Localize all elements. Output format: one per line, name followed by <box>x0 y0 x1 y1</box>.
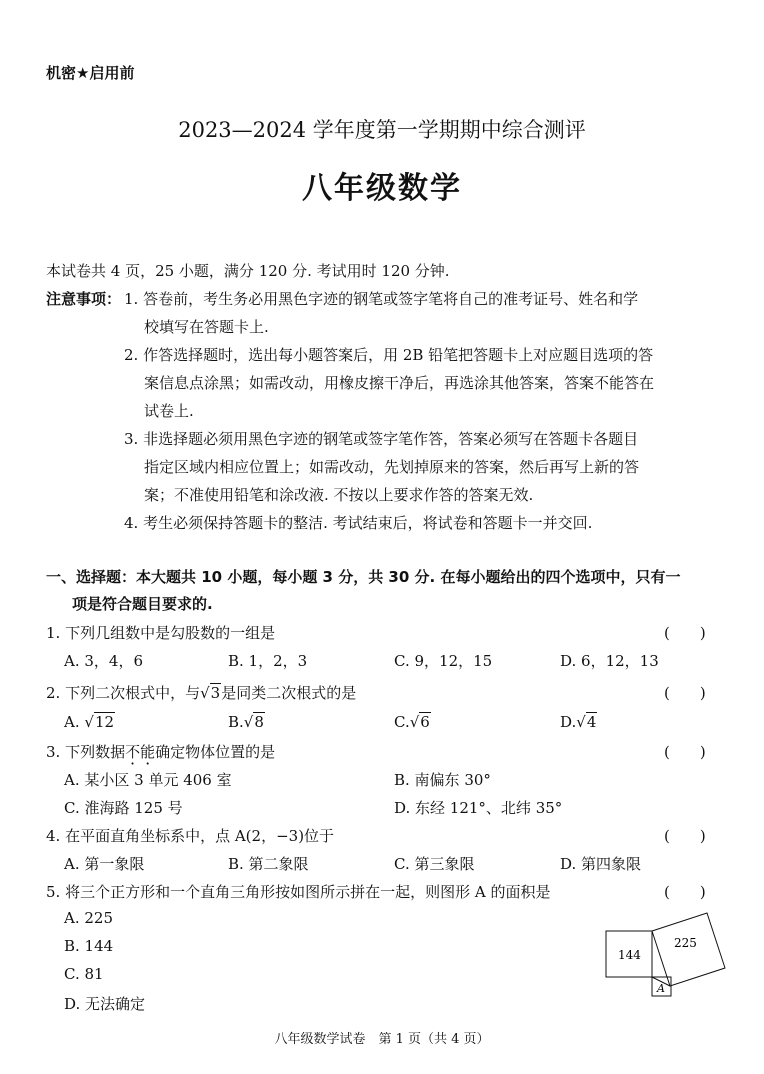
notice-label: 注意事项： <box>46 290 122 308</box>
section-1-heading-cont: 项是符合题目要求的. <box>72 595 213 613</box>
q2-option-b <box>228 713 265 731</box>
q3-stem-post: 确定物体位置的是 <box>155 743 276 761</box>
label-144: 144 <box>618 948 641 962</box>
radical-icon: √ <box>243 713 254 731</box>
radical-icon: √ <box>576 713 586 731</box>
intro-text: 本试卷共 4 页，25 小题，满分 120 分. 考试用时 120 分钟. <box>46 262 450 280</box>
q2-option-b-label: B. <box>228 713 244 731</box>
q5-option-d: D. 无法确定 <box>64 995 146 1013</box>
q2-option-d-radical <box>576 713 597 731</box>
q2-option-d <box>560 713 597 731</box>
q2-stem-post: 是同类二次根式的是 <box>221 684 357 702</box>
q5-stem: 5. 将三个正方形和一个直角三角形按如图所示拼在一起，则图形 A 的面积是 <box>46 883 551 901</box>
q5-option-b: B. 144 <box>64 937 114 955</box>
q4-option-d: D. 第四象限 <box>560 855 642 873</box>
q3-emphasis-1: 不 <box>125 743 141 761</box>
notice-item-2-line-2: 案信息点涂黑；如需改动，用橡皮擦干净后，再选涂其他答案，答案不能答在 <box>144 374 655 392</box>
subject-title: 八年级数学 <box>302 171 462 206</box>
q3-option-d: D. 东经 121°、北纬 35° <box>394 799 563 817</box>
notice-item-1-line-1: 1. 答卷前，考生务必用黑色字迹的钢笔或签字笔将自己的准考证号、姓名和学 <box>124 290 639 308</box>
q1-option-a: A. 3，4，6 <box>64 652 143 670</box>
notice-item-1-line-2: 校填写在答题卡上. <box>144 318 269 336</box>
q2-stem <box>46 682 356 703</box>
q4-option-a: A. 第一象限 <box>64 855 145 873</box>
q4-answer-paren: ( ) <box>664 827 706 845</box>
q2-stem-radical <box>200 684 221 702</box>
q2-option-d-radicand: 4 <box>586 713 597 731</box>
notice-item-3-line-1: 3. 非选择题必须用黑色字迹的钢笔或签字笔作答，答案必须写在答题卡各题目 <box>124 430 639 448</box>
q1-stem: 1. 下列几组数中是勾股数的一组是 <box>46 624 276 642</box>
radical-icon: √ <box>84 713 94 731</box>
q4-stem: 4. 在平面直角坐标系中，点 A(2，−3)位于 <box>46 827 335 845</box>
q2-option-a-label: A. <box>64 713 80 731</box>
confidential-mark: 机密★启用前 <box>46 64 135 82</box>
q2-option-c-radical <box>410 713 431 731</box>
q2-option-c <box>394 713 431 731</box>
notice-item-2-line-3: 试卷上. <box>144 402 194 420</box>
q3-option-a: A. 某小区 3 单元 406 室 <box>64 771 232 789</box>
q5-option-a: A. 225 <box>64 909 113 927</box>
q3-emphasis-2: 能 <box>140 743 156 761</box>
radical-icon: √ <box>409 713 420 731</box>
q2-stem-radicand: 3 <box>210 684 221 702</box>
q1-option-d: D. 6，12，13 <box>560 652 659 670</box>
q2-option-c-label: C. <box>394 713 410 731</box>
label-225: 225 <box>674 936 697 950</box>
q5-answer-paren: ( ) <box>664 883 706 901</box>
q1-option-b: B. 1，2，3 <box>228 652 308 670</box>
q2-option-c-radicand: 6 <box>420 713 430 731</box>
q2-option-b-radical <box>244 713 265 731</box>
notice-item-3-line-2: 指定区域内相应位置上；如需改动，先划掉原来的答案，然后再写上新的答 <box>144 458 640 476</box>
q2-option-a <box>64 713 115 731</box>
q3-option-c: C. 淮海路 125 号 <box>64 799 183 817</box>
q4-option-b: B. 第二象限 <box>228 855 309 873</box>
q3-stem-pre: 3. 下列数据 <box>46 743 126 761</box>
q2-option-a-radicand: 12 <box>94 713 115 731</box>
q1-answer-paren: ( ) <box>664 624 706 642</box>
q3-stem <box>46 741 275 762</box>
q3-option-b: B. 南偏东 30° <box>394 771 491 789</box>
notice-item-4-line-1: 4. 考生必须保持答题卡的整洁. 考试结束后，将试卷和答题卡一并交回. <box>124 514 593 532</box>
q2-stem-pre: 2. 下列二次根式中，与 <box>46 684 201 702</box>
q2-answer-paren: ( ) <box>664 684 706 702</box>
exam-title: 2023—2024 学年度第一学期期中综合测评 <box>178 118 586 142</box>
notice-item-3-line-3: 案；不准使用铅笔和涂改液. 不按以上要求作答的答案无效. <box>144 486 534 504</box>
q1-option-c: C. 9，12，15 <box>394 652 493 670</box>
q3-answer-paren: ( ) <box>664 743 706 761</box>
q2-option-b-radicand: 8 <box>254 713 264 731</box>
page-footer: 八年级数学试卷 第 1 页（共 4 页） <box>274 1032 490 1047</box>
q2-option-d-label: D. <box>560 713 577 731</box>
q5-figure <box>600 900 730 1000</box>
q5-option-c: C. 81 <box>64 965 104 983</box>
notice-item-2-line-1: 2. 作答选择题时，选出每小题答案后，用 2B 铅笔把答题卡上对应题目选项的答 <box>124 346 654 364</box>
q4-option-c: C. 第三象限 <box>394 855 475 873</box>
q2-option-a-radical <box>84 713 115 731</box>
label-a: A <box>657 982 665 995</box>
radical-icon: √ <box>200 684 210 702</box>
section-1-heading: 一、选择题：本大题共 10 小题，每小题 3 分，共 30 分. 在每小题给出的四个选项中，只有一 <box>46 568 681 586</box>
